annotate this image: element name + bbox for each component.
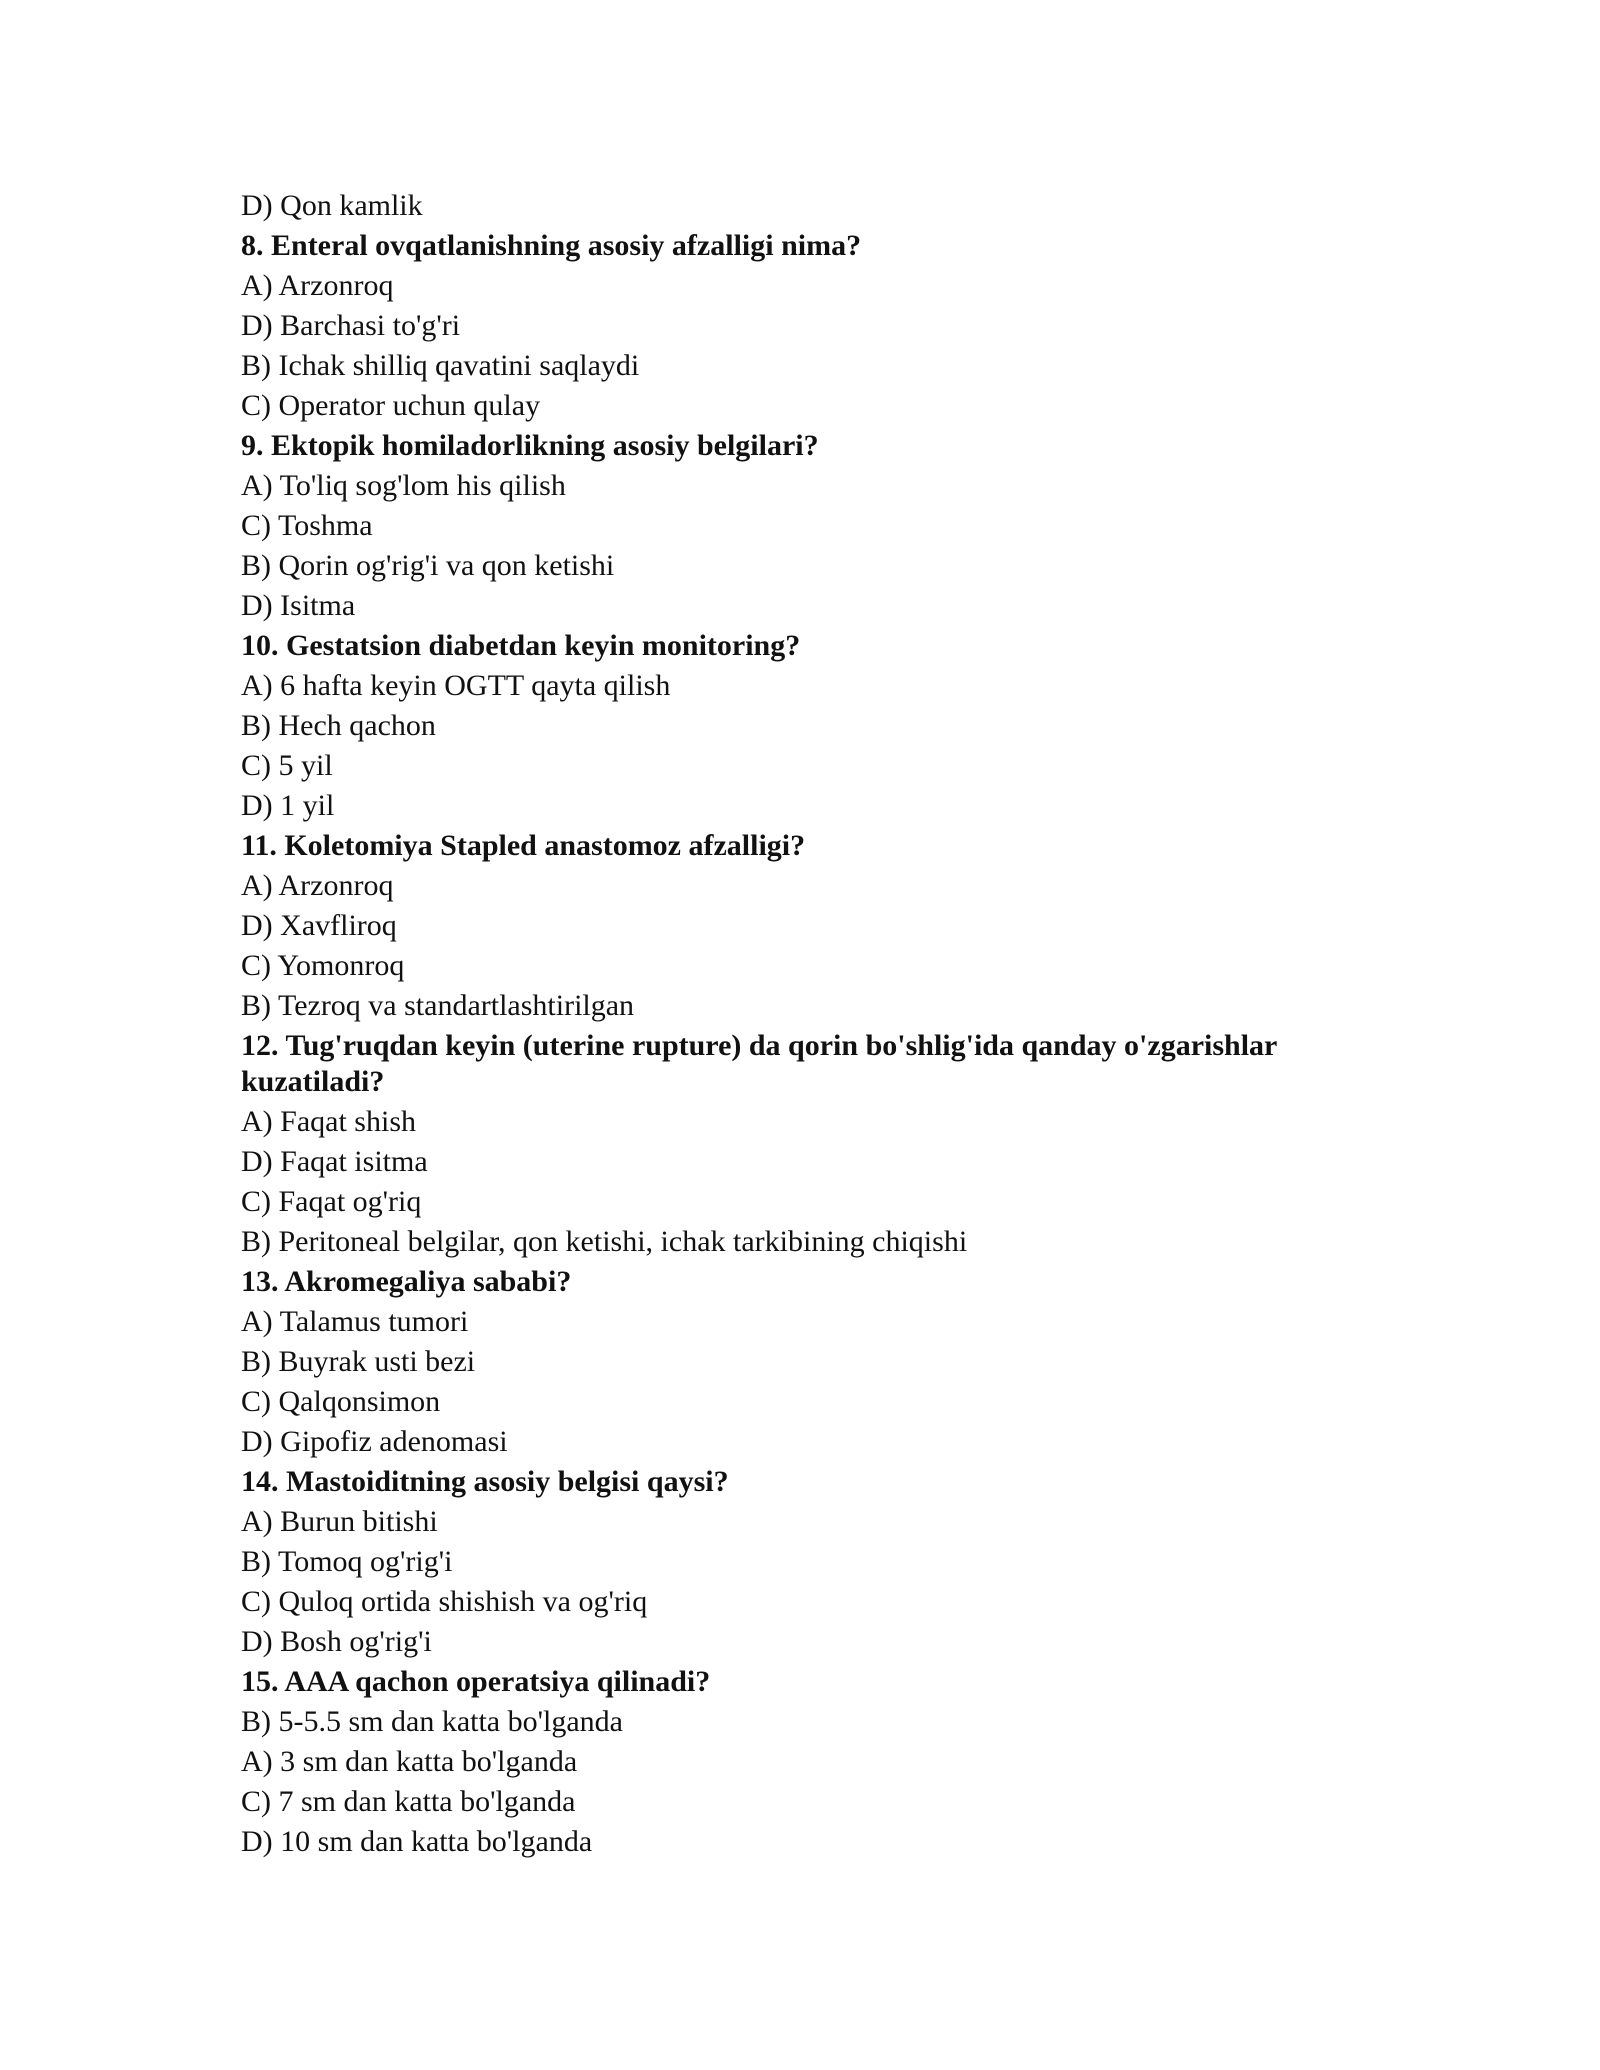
answer-option: A) Talamus tumori xyxy=(241,1305,469,1338)
answer-option: A) Faqat shish xyxy=(241,1105,416,1138)
question-text: 9. Ektopik homiladorlikning asosiy belgilari? xyxy=(241,429,819,462)
answer-option: D) Qon kamlik xyxy=(241,189,423,222)
answer-option: C) Qalqonsimon xyxy=(241,1385,441,1418)
answer-option: C) 5 yil xyxy=(241,749,333,782)
answer-option: C) Operator uchun qulay xyxy=(241,389,541,422)
answer-option: B) Peritoneal belgilar, qon ketishi, ichak tarkibining chiqishi xyxy=(241,1225,968,1258)
question-text: 8. Enteral ovqatlanishning asosiy afzalligi nima? xyxy=(241,229,862,262)
answer-option: B) Hech qachon xyxy=(241,709,436,742)
answer-option: B) 5-5.5 sm dan katta bo'lganda xyxy=(241,1705,623,1738)
answer-option: B) Tezroq va standartlashtirilgan xyxy=(241,989,635,1022)
answer-option: D) Isitma xyxy=(241,589,356,622)
answer-option: A) Arzonroq xyxy=(241,269,394,302)
answer-option: B) Ichak shilliq qavatini saqlaydi xyxy=(241,349,640,382)
quiz-content xyxy=(241,186,1361,1862)
answer-option: B) Tomoq og'rig'i xyxy=(241,1545,453,1578)
answer-option: D) Xavfliroq xyxy=(241,909,397,942)
answer-option: C) Quloq ortida shishish va og'riq xyxy=(241,1585,648,1618)
answer-option: D) 10 sm dan katta bo'lganda xyxy=(241,1825,593,1858)
answer-option: C) Toshma xyxy=(241,509,373,542)
answer-option: D) Gipofiz adenomasi xyxy=(241,1425,508,1458)
question-text: 15. AAA qachon operatsiya qilinadi? xyxy=(241,1665,711,1698)
answer-option: D) 1 yil xyxy=(241,789,335,822)
answer-option: A) 3 sm dan katta bo'lganda xyxy=(241,1745,578,1778)
question-text: 13. Akromegaliya sababi? xyxy=(241,1265,572,1298)
question-text: 12. Tug'ruqdan keyin (uterine rupture) da qorin bo'shlig'ida qanday o'zgarishlar kuzatiladi? xyxy=(241,1029,1277,1098)
question-text: 11. Koletomiya Stapled anastomoz afzalligi? xyxy=(241,829,806,862)
answer-option: B) Qorin og'rig'i va qon ketishi xyxy=(241,549,615,582)
answer-option: C) Faqat og'riq xyxy=(241,1185,422,1218)
answer-option: A) To'liq sog'lom his qilish xyxy=(241,469,566,502)
answer-option: A) Arzonroq xyxy=(241,869,394,902)
answer-option: D) Barchasi to'g'ri xyxy=(241,309,461,342)
question-text: 14. Mastoiditning asosiy belgisi qaysi? xyxy=(241,1465,729,1498)
answer-option: C) 7 sm dan katta bo'lganda xyxy=(241,1785,576,1818)
answer-option: A) 6 hafta keyin OGTT qayta qilish xyxy=(241,669,671,702)
answer-option: B) Buyrak usti bezi xyxy=(241,1345,476,1378)
answer-option: D) Faqat isitma xyxy=(241,1145,428,1178)
answer-option: A) Burun bitishi xyxy=(241,1505,438,1538)
answer-option: C) Yomonroq xyxy=(241,949,405,982)
question-text: 10. Gestatsion diabetdan keyin monitoring? xyxy=(241,629,801,662)
answer-option: D) Bosh og'rig'i xyxy=(241,1625,432,1658)
